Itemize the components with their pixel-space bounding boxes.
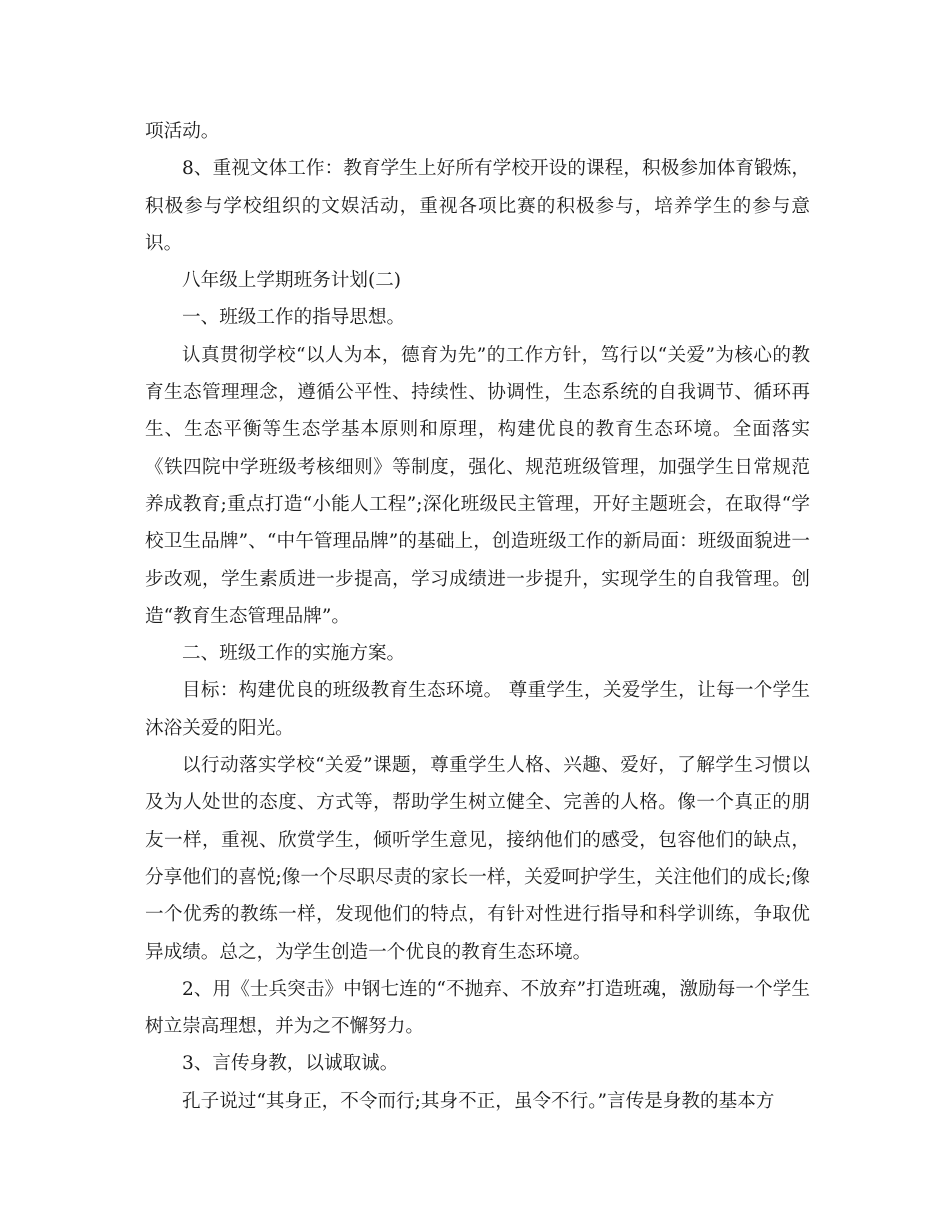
paragraph-goal: 目标：构建优良的班级教育生态环境。 尊重学生，关爱学生，让每一个学生沐浴关爱的阳光。 — [145, 680, 810, 739]
section-title: 八年级上学期班务计划(二) — [182, 270, 402, 292]
paragraph-care-action: 以行动落实学校“关爱”课题，尊重学生人格、兴趣、爱好，了解学生习惯以及为人处世的态度、方式等，帮助学生树立健全、完善的人格。像一个真正的朋友一样，重视、欣赏学生，倾听学生意见，接纳他们的感受，包容他们的缺点，分享他们的喜悦;像一个尽职尽责的家长一样，关爱呵护学生，关注他们的成长;像一个优秀的教练一样，发现他们的特点，有针对性进行指导和科学训练，争取优异成绩。总之，为学生创造一个优良的教育生态环境。 — [145, 755, 810, 963]
paragraph-item-3: 3、言传身教，以诚取诚。 — [182, 1053, 399, 1075]
paragraph-guiding-thought: 认真贯彻学校“以人为本，德育为先”的工作方针，笃行以“关爱”为核心的教育生态管理理念，遵循公平性、持续性、协调性，生态系统的自我调节、循环再生、生态平衡等生态学基本原则和原理，构建优良的教育生态环境。全面落实《铁四院中学班级考核细则》等制度，强化、规范班级管理，加强学生日常规范养成教育;重点打造“小能人工程”;深化班级民主管理，开好主题班会，在取得“学校卫生品牌”、“中午管理品牌”的基础上，创造班级工作的新局面：班级面貌进一步改观，学生素质进一步提高，学习成绩进一步提升，实现学生的自我管理。创造“教育生态管理品牌”。 — [145, 344, 810, 627]
heading-guiding-thought: 一、班级工作的指导思想。 — [182, 307, 406, 329]
paragraph-1: 项活动。 — [145, 121, 220, 142]
paragraph-confucius: 孔子说过“其身正，不令而行;其身不正，虽令不行。”言传是身教的基本方 — [182, 1090, 775, 1112]
heading-implementation-plan: 二、班级工作的实施方案。 — [182, 643, 406, 665]
document-body — [145, 113, 810, 1120]
paragraph-item-2: 2、用《士兵突击》中钢七连的“不抛弃、不放弃”打造班魂，激励每一个学生树立崇高理想，并为之不懈努力。 — [145, 978, 810, 1038]
paragraph-2: 8、重视文体工作：教育学生上好所有学校开设的课程，积极参加体育锻炼，积极参与学校组织的文娱活动，重视各项比赛的积极参与，培养学生的参与意识。 — [145, 158, 810, 254]
